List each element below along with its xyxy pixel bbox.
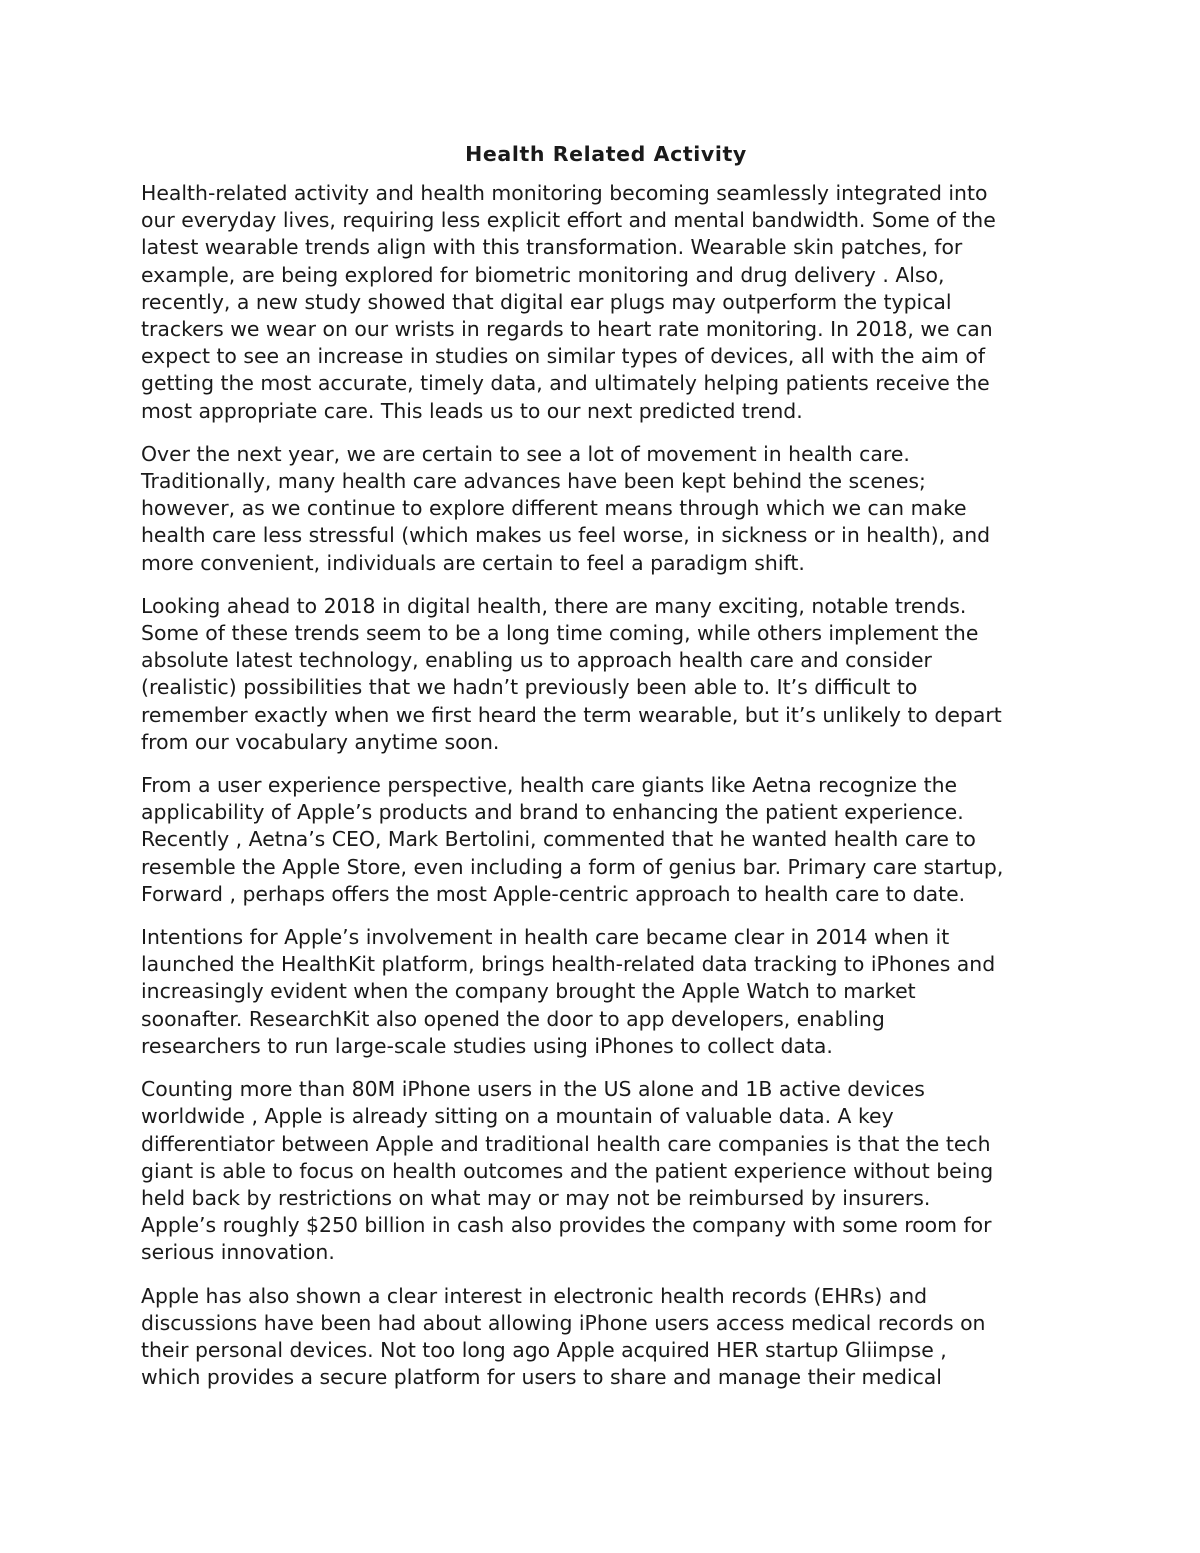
text-line: health care less stressful (which makes us feel worse, in sickness or in health), and <box>141 523 991 548</box>
text-line: their personal devices. Not too long ago Apple acquired HER startup Gliimpse , <box>141 1337 947 1362</box>
text-line: held back by restrictions on what may or may not be reimbursed by insurers. <box>141 1185 931 1210</box>
text-line: expect to see an increase in studies on similar types of devices, all with the aim of <box>141 344 986 369</box>
text-line: Counting more than 80M iPhone users in the US alone and 1B active devices <box>141 1077 925 1102</box>
text-line: absolute latest technology, enabling us to approach health care and consider <box>141 648 932 673</box>
document-page <box>141 140 1071 1407</box>
text-line: resemble the Apple Store, even including a form of genius bar. Primary care startup, <box>141 854 1004 879</box>
text-line: Traditionally, many health care advances have been kept behind the scenes; <box>141 469 926 494</box>
text-line: most appropriate care. This leads us to our next predicted trend. <box>141 398 803 423</box>
paragraph <box>141 593 1071 756</box>
text-line: Over the next year, we are certain to see a lot of movement in health care. <box>141 441 910 466</box>
text-line: (realistic) possibilities that we hadn’t previously been able to. It’s difficult to <box>141 675 918 700</box>
paragraph <box>141 1283 1071 1392</box>
text-line: remember exactly when we first heard the term wearable, but it’s unlikely to depart <box>141 702 1002 727</box>
text-line: from our vocabulary anytime soon. <box>141 729 500 754</box>
document-title: Health Related Activity <box>465 142 747 166</box>
text-line: latest wearable trends align with this transformation. Wearable skin patches, for <box>141 235 963 260</box>
text-line: applicability of Apple’s products and brand to enhancing the patient experience. <box>141 800 964 825</box>
text-line: differentiator between Apple and traditional health care companies is that the tech <box>141 1131 991 1156</box>
text-line: Apple’s roughly $250 billion in cash also provides the company with some room for <box>141 1213 992 1238</box>
text-line: researchers to run large-scale studies using iPhones to collect data. <box>141 1033 833 1058</box>
text-line: launched the HealthKit platform, brings health-related data tracking to iPhones and <box>141 952 996 977</box>
text-line: which provides a secure platform for users to share and manage their medical <box>141 1365 942 1390</box>
text-line: Some of these trends seem to be a long time coming, while others implement the <box>141 621 979 646</box>
text-line: Health-related activity and health monitoring becoming seamlessly integrated into <box>141 181 988 205</box>
text-line: increasingly evident when the company brought the Apple Watch to market <box>141 979 916 1004</box>
text-line: Recently , Aetna’s CEO, Mark Bertolini, commented that he wanted health care to <box>141 827 976 852</box>
paragraph <box>141 924 1071 1060</box>
text-line: worldwide , Apple is already sitting on a mountain of valuable data. A key <box>141 1104 894 1129</box>
text-line: soonafter. ResearchKit also opened the door to app developers, enabling <box>141 1006 885 1031</box>
document-body <box>141 180 1071 1391</box>
text-line: example, are being explored for biometric monitoring and drug delivery . Also, <box>141 262 945 287</box>
paragraph <box>141 772 1071 908</box>
paragraph <box>141 441 1071 577</box>
text-line: getting the most accurate, timely data, and ultimately helping patients receive the <box>141 371 990 396</box>
text-line: more convenient, individuals are certain to feel a paradigm shift. <box>141 550 805 575</box>
text-line: however, as we continue to explore different means through which we can make <box>141 496 967 521</box>
text-line: Looking ahead to 2018 in digital health, there are many exciting, notable trends. <box>141 593 967 618</box>
text-line: discussions have been had about allowing iPhone users access medical records on <box>141 1310 986 1335</box>
text-line: giant is able to focus on health outcomes and the patient experience without being <box>141 1158 994 1183</box>
text-line: Apple has also shown a clear interest in electronic health records (EHRs) and <box>141 1283 928 1308</box>
text-line: Intentions for Apple’s involvement in health care became clear in 2014 when it <box>141 925 950 950</box>
paragraph <box>141 1076 1071 1266</box>
paragraph <box>141 180 1071 425</box>
text-line: our everyday lives, requiring less explicit effort and mental bandwidth. Some of the <box>141 208 996 233</box>
text-line: trackers we wear on our wrists in regards to heart rate monitoring. In 2018, we can <box>141 317 993 342</box>
text-line: serious innovation. <box>141 1240 335 1265</box>
text-line: Forward , perhaps offers the most Apple-centric approach to health care to date. <box>141 881 966 906</box>
text-line: From a user experience perspective, health care giants like Aetna recognize the <box>141 773 958 798</box>
text-line: recently, a new study showed that digital ear plugs may outperform the typical <box>141 289 952 314</box>
